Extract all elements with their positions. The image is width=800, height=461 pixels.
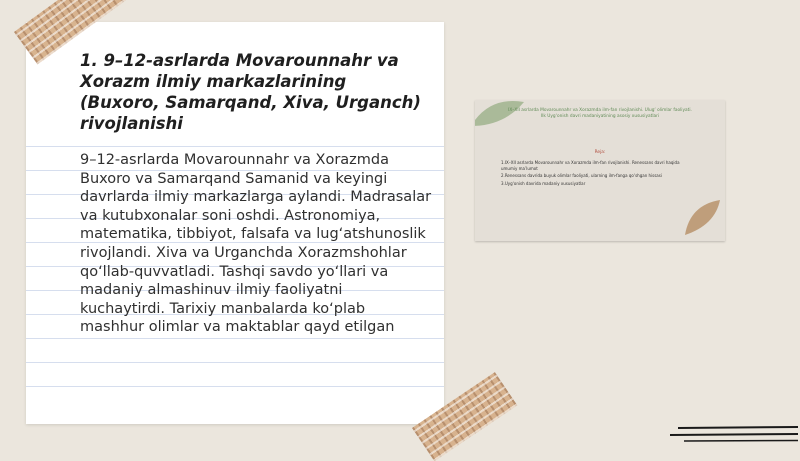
slide-thumbnail[interactable]: [475, 100, 725, 241]
ruled-line: [26, 338, 444, 339]
thumbnail-list-item: 2.Renessans davrida buyuk olimlar faoliyati, ularning ilm-fanga qo‘shgan hissasi: [501, 173, 662, 179]
thumbnail-label: Reja:: [594, 150, 606, 155]
ruled-line: [26, 362, 444, 363]
note-title: 1. 9–12-asrlarda Movarounnahr va Xorazm ilmiy markazlarining (Buxoro, Samarqand, Xiva, Urganch) rivojlanishi: [80, 51, 421, 133]
thumbnail-list-item: 3.Uyg‘onish davrida madaniy xususiyatlar: [501, 180, 586, 186]
decorative-lines: [670, 418, 800, 448]
note-body: 9–12-asrlarda Movarounnahr va Xorazmda Buxoro va Samarqand Samanid va keyingi davrlarda ilmiy markazlarga aylandi. Madrasalar va kutubxonalar soni oshdi. Astronomiya, matematika, tibbiyot, falsafa va lug‘atshunoslik rivojlandi. Xiva va Urganchda Xorazmshohlar qo‘llab-quvvatladi. Tashqi savdo yo‘llari va madaniy almashinuv ilmiy faoliyatni kuchaytirdi. Tarixiy manbalarda ko‘plab mashhur olimlar va maktablar qayd etilgan: [80, 152, 432, 336]
leaf-decoration-icon: [680, 195, 725, 241]
ruled-line: [26, 146, 444, 147]
thumbnail-heading: IX–XII asrlarda Movarounnahr va Xorazmda ilm-fan rivojlanishi. Ulug‘ olimlar faoliyati. Ilk Uyg‘onish davri madaniyatining asosiy xususiyatlari: [508, 108, 692, 119]
thumbnail-list-item: 1.IX–XII asrlarda Movarounnahr va Xorazmda ilm-fan rivojlanishi. Renessans davri haqida umumiy ma’lumot: [501, 160, 680, 171]
thumbnail-list: [501, 160, 691, 188]
ruled-line: [26, 386, 444, 387]
